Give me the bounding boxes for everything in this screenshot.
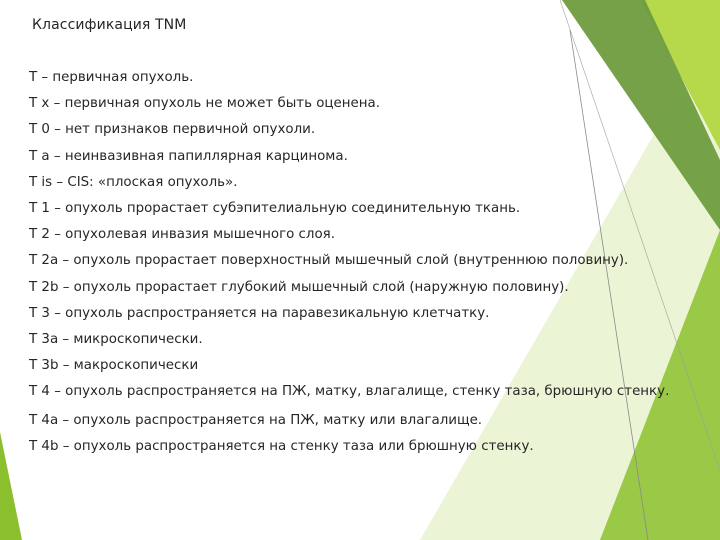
list-item: T x – первичная опухоль не может быть оценена. [29, 96, 380, 112]
list-item: T a – неинвазивная папиллярная карцинома. [29, 148, 348, 164]
decor-corner-triangle [0, 432, 22, 540]
list-item: T 3a – микроскопически. [29, 331, 203, 347]
list-item: T is – CIS: «плоская опухоль». [29, 174, 238, 190]
list-item: T – первичная опухоль. [29, 70, 194, 85]
list-item: T 0 – нет признаков первичной опухоли. [29, 122, 316, 138]
list-item: T 3b – макроскопически [29, 358, 199, 374]
list-item: T 3 – опухоль распространяется на паравезикальную клетчатку. [29, 305, 490, 321]
list-item: T 1 – опухоль прорастает субэпителиальную соединительную ткань. [29, 200, 521, 216]
list-item: T 4b – опухоль распространяется на стенку таза или брюшную стенку. [29, 439, 534, 455]
slide-title: Классификация TNM [32, 17, 187, 33]
tnm-list [29, 70, 701, 466]
list-item: T 4a – опухоль распространяется на ПЖ, матку или влагалище. [29, 413, 483, 429]
list-item: T 2a – опухоль прорастает поверхностный мышечный слой (внутреннюю половину). [29, 253, 629, 269]
list-item: T 4 – опухоль распространяется на ПЖ, матку, влагалище, стенку таза, брюшную стенку. [29, 384, 670, 400]
list-item: T 2b – опухоль прорастает глубокий мышечный слой (наружную половину). [29, 279, 569, 295]
list-item: T 2 – опухолевая инвазия мышечного слоя. [29, 227, 335, 243]
